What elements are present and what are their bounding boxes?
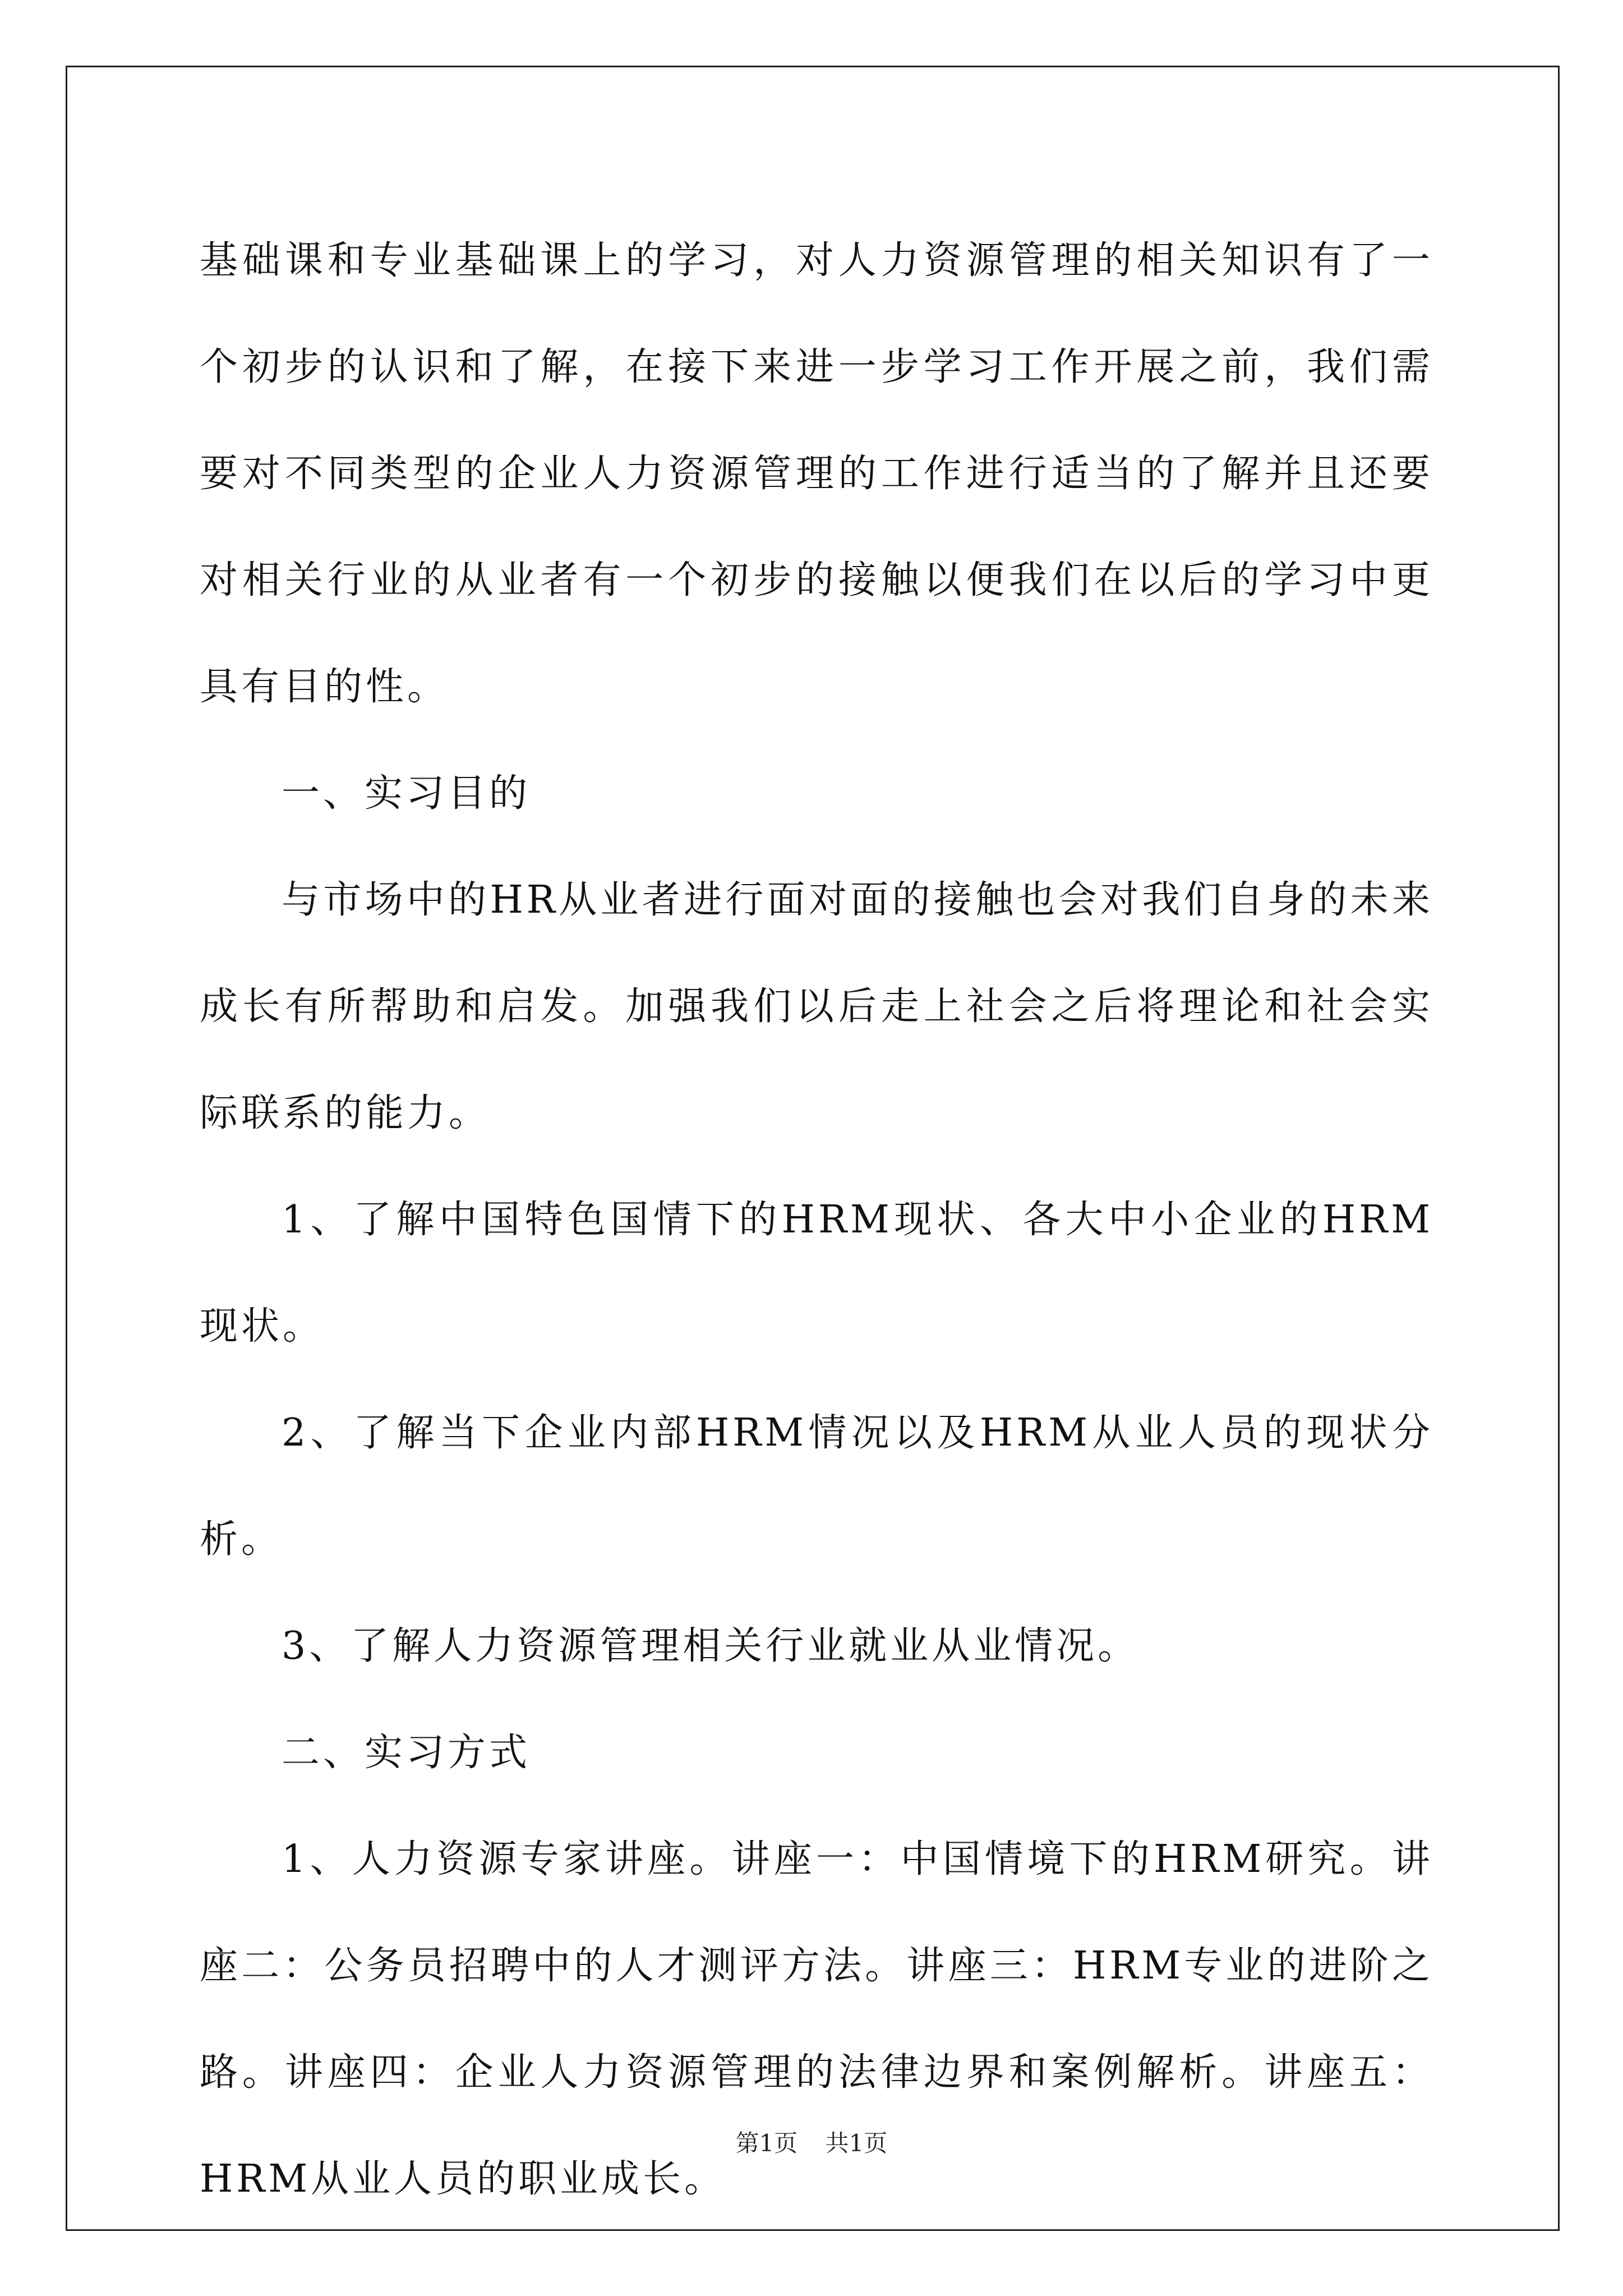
list-item-purpose-2: 2、了解当下企业内部HRM情况以及HRM从业人员的现状分析。: [200, 1411, 1433, 1562]
document-body: [200, 208, 1433, 2233]
list-item-method-1: 1、人力资源专家讲座。讲座一：中国情境下的HRM研究。讲座二：公务员招聘中的人才测评方法。讲座三：HRM专业的进阶之路。讲座四：企业人力资源管理的法律边界和案例解析。讲座五：HRM从业人员的职业成长。: [200, 1837, 1433, 2201]
page-total: 共1页: [825, 2129, 888, 2157]
page-number: 第1页: [735, 2129, 798, 2157]
page-footer: [0, 2125, 1623, 2159]
paragraph-purpose: 与市场中的HR从业者进行面对面的接触也会对我们自身的未来成长有所帮助和启发。加强我们以后走上社会之后将理论和社会实际联系的能力。: [200, 878, 1433, 1135]
heading-internship-method: 二、实习方式: [282, 1731, 531, 1775]
list-item-purpose-3: 3、了解人力资源管理相关行业就业从业情况。: [282, 1624, 1140, 1668]
paragraph-intro: 基础课和专业基础课上的学习，对人力资源管理的相关知识有了一个初步的认识和了解，在接下来进一步学习工作开展之前，我们需要对不同类型的企业人力资源管理的工作进行适当的了解并且还要对相关行业的从业者有一个初步的接触以便我们在以后的学习中更具有目的性。: [200, 238, 1433, 709]
heading-internship-purpose: 一、实习目的: [282, 771, 531, 816]
list-item-purpose-1: 1、了解中国特色国情下的HRM现状、各大中小企业的HRM现状。: [200, 1198, 1433, 1349]
